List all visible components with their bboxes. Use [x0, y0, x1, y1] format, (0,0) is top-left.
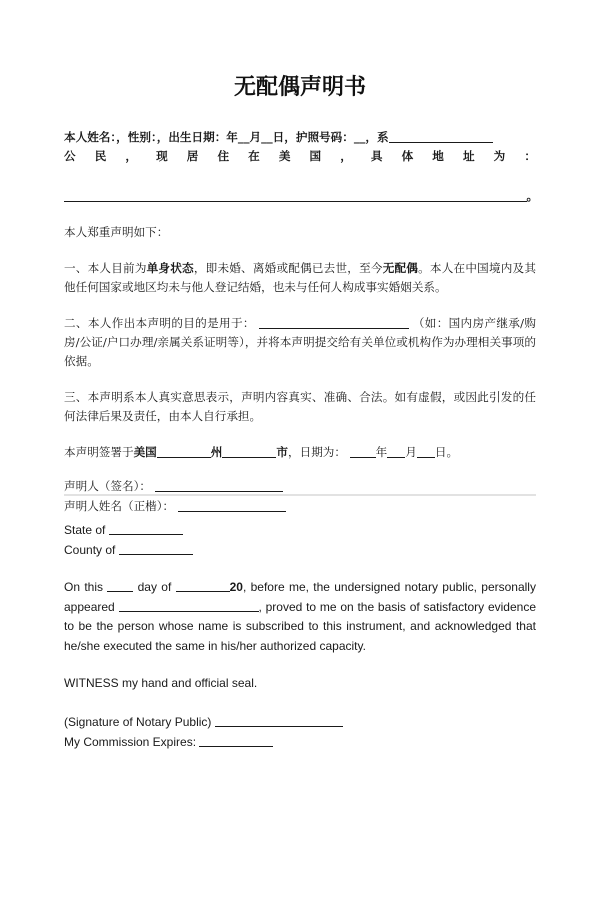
declaration-intro: 本人郑重声明如下：: [64, 225, 169, 239]
signing-line: [64, 426, 536, 462]
month-blank[interactable]: [387, 446, 405, 458]
notary-content: [64, 494, 536, 753]
printed-name-label: 声明人姓名（正楷）：: [64, 499, 175, 513]
address-blank-line: [64, 185, 539, 206]
ack-part-3: , before me, the undersigned notary public, personally appeared: [64, 580, 536, 614]
clause-one-prefix: 一、本人目前为: [64, 261, 147, 275]
document-content: [64, 0, 539, 516]
commission-expires-blank[interactable]: [199, 736, 273, 747]
witness-line: WITNESS my hand and official seal.: [64, 676, 258, 690]
day-label: 日: [434, 445, 447, 459]
notary-appearer-blank[interactable]: [119, 601, 259, 612]
day-blank[interactable]: [417, 446, 435, 458]
chinese-section: [64, 101, 539, 516]
notary-county-blank[interactable]: [119, 544, 193, 555]
signing-city-label: 市: [276, 445, 288, 459]
county-of-line: [64, 541, 536, 561]
clause-three: 三、本声明系本人真实意思表示，声明内容真实、准确、合法。如有虚假，或因此引发的任何法律后果及责任，由本人自行承担。: [64, 390, 536, 423]
notary-month-blank[interactable]: [176, 581, 230, 592]
ack-part-2: day of: [137, 580, 172, 594]
ack-part-4: , proved to me on the basis of satisfactory evidence to be the person whose name is subscribed to this instrument, and acknowledged that he/she executed the same in his/her authorized capacity.: [64, 599, 536, 653]
notary-section: [64, 494, 536, 753]
year-blank[interactable]: [350, 446, 376, 458]
identity-header: [64, 101, 539, 206]
notary-signature-row: [64, 694, 536, 733]
signing-country: 美国: [133, 445, 157, 459]
state-of-line: [64, 521, 536, 541]
clause-one: [64, 242, 536, 297]
notary-signature-label: (Signature of Notary Public): [64, 714, 212, 729]
nationality-blank[interactable]: [389, 131, 493, 143]
ack-year-prefix: 20: [229, 580, 243, 594]
signature-label: 声明人（签名）：: [64, 479, 151, 493]
clause-one-suffix: 。本人在中国境内及其他任何国家或地区均未与他人登记结婚，也未与任何人构成事实婚姻关系。: [64, 261, 536, 294]
city-blank[interactable]: [222, 446, 276, 458]
clause-two: [64, 297, 536, 371]
signing-middle: ，日期为：: [288, 445, 346, 459]
commission-expires-label: My Commission Expires:: [64, 735, 197, 749]
address-blank-2[interactable]: [295, 189, 526, 202]
notary-signature-blank[interactable]: [215, 716, 343, 727]
notary-jurisdiction: [64, 494, 536, 560]
signing-period: 。: [446, 445, 459, 459]
clause-one-bold-no-spouse: 无配偶: [382, 261, 419, 275]
clause-one-bold-single-status: 单身状态: [146, 261, 194, 275]
county-of-label: County of: [64, 542, 116, 557]
clause-two-prefix: 二、本人作出本声明的目的是用于：: [64, 316, 255, 330]
identity-line-2: 公民，现居住在美国，具体地址为：: [64, 149, 536, 163]
ack-part-1: On this: [64, 580, 103, 594]
identity-line-1: [64, 128, 536, 147]
state-of-label: State of: [64, 523, 106, 537]
page-title: 无配偶声明书: [233, 74, 366, 100]
notary-state-blank[interactable]: [109, 524, 183, 535]
identity-line-1-text: 本人姓名：，性别：，出生日期：年__月__日，护照号码：__，系: [64, 130, 389, 144]
month-label: 月: [405, 445, 417, 459]
address-blank-1[interactable]: [64, 189, 295, 202]
state-blank[interactable]: [157, 446, 211, 458]
signing-state-label: 州: [210, 445, 223, 459]
declarant-signature-row: [64, 462, 536, 496]
signing-prefix: 本声明签署于: [64, 445, 134, 459]
clause-two-suffix: （如：国内房产继承/购房/公证/户口办理/亲属关系证明等），并将本声明提交给有关单位或机构作为办理相关事项的依据。: [64, 316, 537, 368]
notary-day-blank[interactable]: [107, 581, 133, 592]
declarant-signature-blank[interactable]: [155, 480, 283, 492]
notary-acknowledgment: [64, 560, 536, 656]
purpose-blank[interactable]: [259, 317, 409, 329]
commission-expires-row: [64, 732, 536, 753]
year-label: 年: [375, 445, 388, 459]
address-period: 。: [526, 189, 539, 203]
clause-one-middle: ，即未婚、离婚或配偶已去世，至今: [193, 261, 383, 275]
